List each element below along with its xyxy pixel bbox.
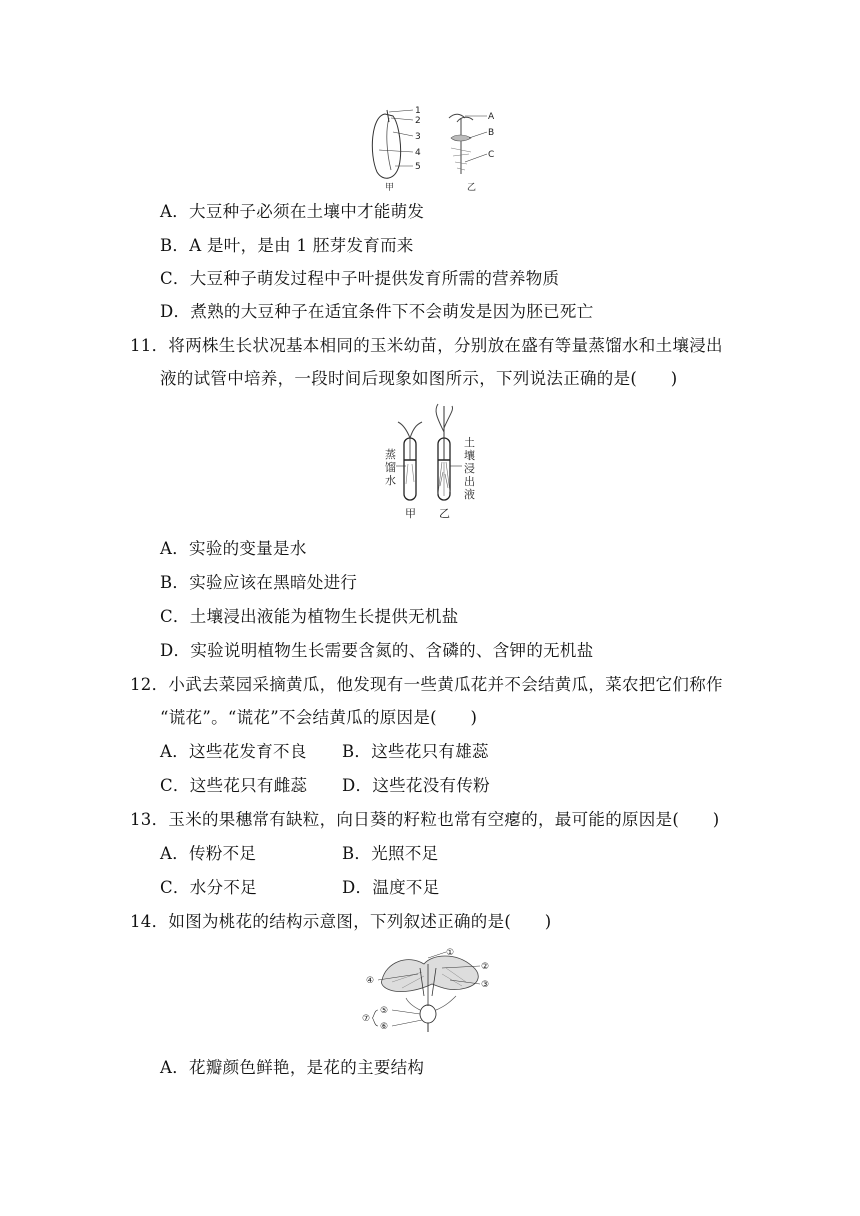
q13-option-a: A．传粉不足	[160, 844, 257, 863]
seedling-label-c: C	[488, 150, 495, 160]
q13-option-b: B．光照不足	[342, 844, 439, 863]
tube-right-label-2: 壤	[464, 449, 475, 462]
tube-left-label-1: 蒸	[385, 448, 396, 461]
q10-option-c: C．大豆种子萌发过程中子叶提供发育所需的营养物质	[160, 269, 560, 288]
flower-label-3: ③	[481, 980, 490, 990]
flower-label-7: ⑦	[362, 1014, 371, 1024]
q12-stem-line2: “谎花”。“谎花”不会结黄瓜的原因是( )	[160, 708, 478, 727]
tube-right-label-5: 液	[464, 488, 475, 501]
q12-option-b: B．这些花只有雄蕊	[342, 742, 489, 761]
q12-option-c: C．这些花只有雌蕊	[160, 776, 308, 795]
caption-jia: 甲	[385, 183, 395, 193]
q12-option-a: A．这些花发育不良	[160, 742, 307, 761]
flower-label-1: ①	[446, 948, 455, 958]
seed-label-2: 2	[415, 116, 421, 126]
q13-option-c: C．水分不足	[160, 878, 257, 897]
seed-label-1: 1	[415, 106, 421, 116]
seedling-label-a: A	[488, 112, 495, 122]
q11-option-b: B．实验应该在黑暗处进行	[160, 573, 358, 592]
tube-right-label-4: 出	[464, 475, 475, 488]
tube-caption-yi: 乙	[439, 507, 450, 520]
q11-stem-line1: 11．将两株生长状况基本相同的玉米幼苗，分别放在盛有等量蒸馏水和土壤浸出	[130, 336, 723, 355]
flower-label-6: ⑥	[380, 1022, 389, 1032]
tube-right-label-1: 土	[464, 436, 475, 449]
q11-stem-line2: 液的试管中培养，一段时间后现象如图所示，下列说法正确的是( )	[160, 369, 678, 388]
q13-option-d: D．温度不足	[342, 878, 440, 897]
seed-label-5: 5	[415, 162, 421, 172]
seed-label-4: 4	[415, 148, 421, 158]
test-tube-figure	[380, 402, 480, 520]
tube-caption-jia: 甲	[405, 507, 416, 520]
soybean-seed-figure	[365, 104, 500, 194]
peach-flower-figure	[362, 944, 502, 1036]
q11-option-c: C．土壤浸出液能为植物生长提供无机盐	[160, 607, 459, 626]
tube-right-label-3: 浸	[464, 462, 475, 475]
flower-label-5: ⑤	[380, 1006, 389, 1016]
caption-yi: 乙	[467, 183, 477, 193]
q13-stem: 13．玉米的果穗常有缺粒，向日葵的籽粒也常有空瘪的，最可能的原因是( )	[130, 810, 720, 829]
seedling-label-b: B	[488, 128, 495, 138]
q14-stem: 14．如图为桃花的结构示意图，下列叙述正确的是( )	[130, 912, 552, 931]
tube-left-label-2: 馏	[385, 461, 396, 474]
seed-label-3: 3	[415, 132, 421, 142]
flower-label-2: ②	[481, 962, 490, 972]
q14-option-a: A．花瓣颜色鲜艳，是花的主要结构	[160, 1058, 425, 1077]
q12-option-d: D．这些花没有传粉	[342, 776, 490, 795]
flower-label-4: ④	[366, 976, 375, 986]
q11-option-d: D．实验说明植物生长需要含氮的、含磷的、含钾的无机盐	[160, 641, 594, 660]
q10-option-d: D．煮熟的大豆种子在适宜条件下不会萌发是因为胚已死亡	[160, 302, 594, 321]
q11-option-a: A．实验的变量是水	[160, 539, 307, 558]
tube-left-label-3: 水	[385, 474, 396, 487]
q10-option-a: A．大豆种子必须在土壤中才能萌发	[160, 202, 425, 221]
q10-option-b: B．A 是叶，是由 1 胚芽发育而来	[160, 236, 414, 255]
q12-stem-line1: 12．小武去菜园采摘黄瓜，他发现有一些黄瓜花并不会结黄瓜，菜农把它们称作	[130, 675, 723, 694]
